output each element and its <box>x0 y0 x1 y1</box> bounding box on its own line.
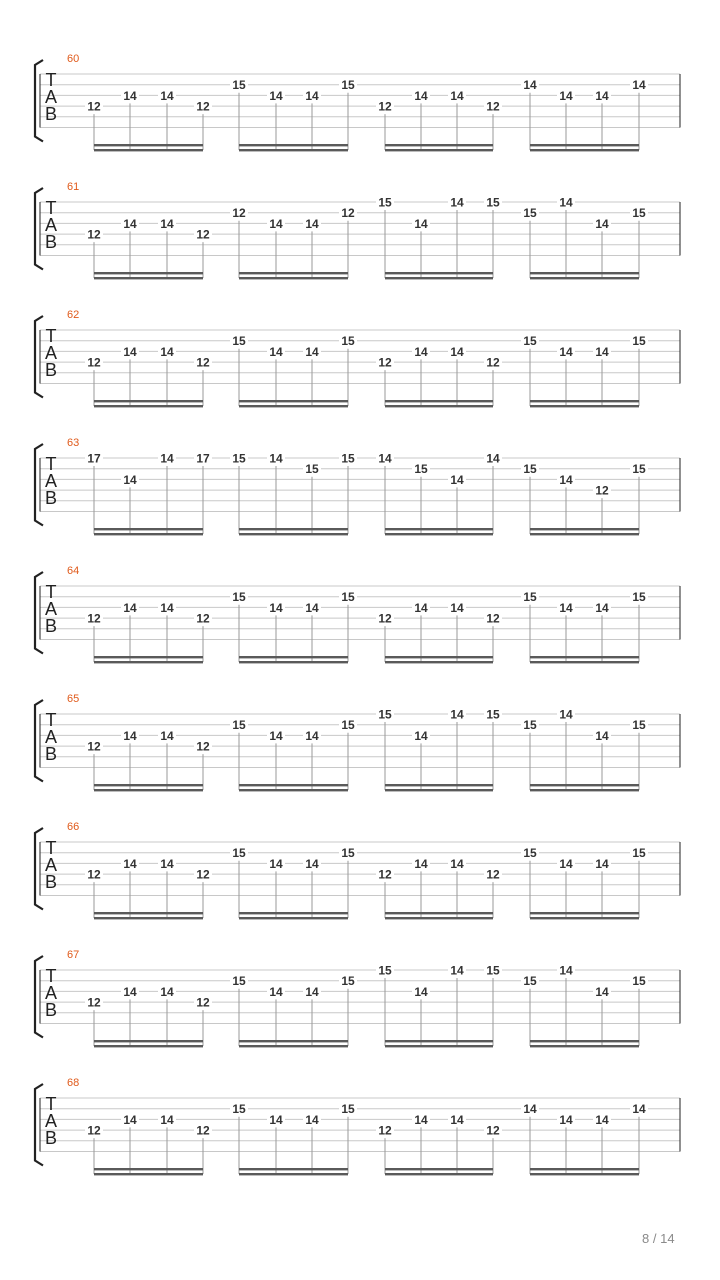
fret-number: 12 <box>378 867 392 882</box>
beam-primary <box>530 272 639 274</box>
fret-number: 14 <box>414 216 428 231</box>
fret-number: 12 <box>87 355 101 370</box>
fret-number: 14 <box>559 600 573 615</box>
fret-number: 14 <box>559 195 573 210</box>
beam-primary <box>94 912 203 914</box>
beam-primary <box>94 784 203 786</box>
tab-clef-letter: A <box>44 1111 58 1131</box>
fret-number: 14 <box>559 88 573 103</box>
beam-secondary <box>385 149 493 151</box>
beam-primary <box>530 912 639 914</box>
beam-primary <box>94 144 203 146</box>
fret-number: 14 <box>450 856 464 871</box>
beam-secondary <box>239 277 348 279</box>
fret-number: 14 <box>450 600 464 615</box>
beam-secondary <box>239 1173 348 1175</box>
fret-number: 14 <box>595 600 609 615</box>
system-bracket <box>35 60 43 142</box>
fret-number: 15 <box>523 718 537 733</box>
beam-primary <box>239 784 348 786</box>
fret-number: 15 <box>341 974 355 989</box>
fret-number: 12 <box>232 206 246 221</box>
fret-number: 17 <box>87 451 101 466</box>
measure-number: 67 <box>67 949 80 961</box>
tab-clef-letter: T <box>45 198 57 218</box>
fret-number: 15 <box>341 78 355 93</box>
fret-number: 14 <box>123 856 137 871</box>
beam-secondary <box>239 1045 348 1047</box>
beam-primary <box>530 656 639 658</box>
beam-secondary <box>239 661 348 663</box>
beam-primary <box>530 784 639 786</box>
fret-number: 14 <box>450 1112 464 1127</box>
fret-number: 14 <box>559 344 573 359</box>
beam-primary <box>94 1168 203 1170</box>
tab-clef-letter: A <box>44 727 58 747</box>
measure-number: 60 <box>67 53 80 65</box>
fret-number: 12 <box>378 1123 392 1138</box>
tab-clef-letter: B <box>44 1128 58 1148</box>
fret-number: 14 <box>559 472 573 487</box>
fret-number: 14 <box>450 963 464 978</box>
beam-secondary <box>94 789 203 791</box>
beam-secondary <box>385 533 493 535</box>
tab-clef-letter: T <box>45 838 57 858</box>
beam-primary <box>94 400 203 402</box>
system-bracket <box>35 316 43 398</box>
beam-secondary <box>385 789 493 791</box>
system-bracket <box>35 700 43 782</box>
beam-secondary <box>239 917 348 919</box>
fret-number: 12 <box>196 611 210 626</box>
fret-number: 14 <box>378 451 392 466</box>
beam-secondary <box>530 277 639 279</box>
system-bracket <box>35 188 43 270</box>
beam-secondary <box>530 533 639 535</box>
fret-number: 14 <box>450 88 464 103</box>
fret-number: 14 <box>414 344 428 359</box>
fret-number: 15 <box>341 846 355 861</box>
beam-primary <box>239 656 348 658</box>
tab-clef-letter: T <box>45 582 57 602</box>
fret-number: 14 <box>123 984 137 999</box>
beam-primary <box>385 1168 493 1170</box>
beam-primary <box>385 912 493 914</box>
fret-number: 15 <box>632 206 646 221</box>
fret-number: 12 <box>87 227 101 242</box>
fret-number: 14 <box>269 984 283 999</box>
fret-number: 14 <box>414 600 428 615</box>
fret-number: 14 <box>595 88 609 103</box>
beam-primary <box>530 1168 639 1170</box>
fret-number: 15 <box>632 590 646 605</box>
fret-number: 14 <box>559 963 573 978</box>
beam-secondary <box>94 405 203 407</box>
measure-number: 61 <box>67 181 80 193</box>
fret-number: 15 <box>523 334 537 349</box>
tab-clef-letter: T <box>45 966 57 986</box>
fret-number: 14 <box>305 856 319 871</box>
fret-number: 12 <box>87 611 101 626</box>
tab-clef-letter: A <box>44 87 58 107</box>
fret-number: 14 <box>450 707 464 722</box>
tab-clef-letter: B <box>44 232 58 252</box>
system-bracket <box>35 444 43 526</box>
fret-number: 15 <box>632 718 646 733</box>
fret-number: 15 <box>523 462 537 477</box>
fret-number: 15 <box>341 1102 355 1117</box>
beam-primary <box>239 400 348 402</box>
beam-secondary <box>530 149 639 151</box>
system-bracket <box>35 828 43 910</box>
fret-number: 15 <box>523 206 537 221</box>
fret-number: 14 <box>632 1102 646 1117</box>
fret-number: 14 <box>305 728 319 743</box>
fret-number: 14 <box>160 451 174 466</box>
fret-number: 14 <box>123 88 137 103</box>
fret-number: 12 <box>486 99 500 114</box>
fret-number: 14 <box>559 1112 573 1127</box>
beam-primary <box>239 272 348 274</box>
fret-number: 15 <box>341 718 355 733</box>
fret-number: 14 <box>123 600 137 615</box>
beam-primary <box>239 144 348 146</box>
fret-number: 14 <box>305 216 319 231</box>
fret-number: 14 <box>160 1112 174 1127</box>
measure-number: 68 <box>67 1077 80 1089</box>
fret-number: 14 <box>269 728 283 743</box>
tab-clef-letter: T <box>45 70 57 90</box>
fret-number: 12 <box>486 355 500 370</box>
fret-number: 15 <box>232 78 246 93</box>
beam-primary <box>385 400 493 402</box>
beam-primary <box>94 1040 203 1042</box>
fret-number: 14 <box>160 856 174 871</box>
fret-number: 15 <box>341 590 355 605</box>
beam-secondary <box>94 277 203 279</box>
fret-number: 14 <box>486 451 500 466</box>
page-total: 14 <box>660 1231 675 1246</box>
beam-secondary <box>385 1045 493 1047</box>
fret-number: 15 <box>523 846 537 861</box>
fret-number: 14 <box>595 856 609 871</box>
fret-number: 15 <box>486 963 500 978</box>
beam-secondary <box>530 661 639 663</box>
fret-number: 15 <box>414 462 428 477</box>
fret-number: 14 <box>595 216 609 231</box>
fret-number: 12 <box>196 1123 210 1138</box>
beam-secondary <box>530 789 639 791</box>
tab-clef-letter: B <box>44 872 58 892</box>
fret-number: 14 <box>595 728 609 743</box>
beam-primary <box>385 272 493 274</box>
beam-primary <box>385 1040 493 1042</box>
fret-number: 17 <box>196 451 210 466</box>
tab-clef-letter: T <box>45 1094 57 1114</box>
beam-secondary <box>385 277 493 279</box>
fret-number: 12 <box>378 355 392 370</box>
page-separator: / <box>652 1231 657 1246</box>
fret-number: 15 <box>523 590 537 605</box>
fret-number: 12 <box>196 739 210 754</box>
fret-number: 14 <box>595 984 609 999</box>
fret-number: 12 <box>196 995 210 1010</box>
fret-number: 14 <box>414 984 428 999</box>
fret-number: 15 <box>341 334 355 349</box>
beam-primary <box>239 528 348 530</box>
beam-secondary <box>94 149 203 151</box>
beam-primary <box>385 656 493 658</box>
fret-number: 12 <box>486 867 500 882</box>
tab-clef-letter: T <box>45 710 57 730</box>
tab-clef-letter: T <box>45 326 57 346</box>
tab-clef-letter: A <box>44 855 58 875</box>
fret-number: 14 <box>269 344 283 359</box>
beam-secondary <box>385 405 493 407</box>
fret-number: 12 <box>196 355 210 370</box>
page-indicator <box>642 1231 675 1246</box>
beam-primary <box>239 1168 348 1170</box>
fret-number: 14 <box>414 88 428 103</box>
fret-number: 12 <box>87 739 101 754</box>
fret-number: 14 <box>160 216 174 231</box>
beam-secondary <box>239 405 348 407</box>
beam-secondary <box>530 405 639 407</box>
tab-clef-letter: B <box>44 744 58 764</box>
fret-number: 14 <box>523 78 537 93</box>
beam-secondary <box>530 1173 639 1175</box>
tab-clef-letter: B <box>44 360 58 380</box>
beam-primary <box>94 656 203 658</box>
beam-primary <box>530 1040 639 1042</box>
fret-number: 15 <box>378 195 392 210</box>
beam-primary <box>94 272 203 274</box>
fret-number: 15 <box>232 451 246 466</box>
fret-number: 12 <box>341 206 355 221</box>
fret-number: 14 <box>160 344 174 359</box>
fret-number: 12 <box>196 227 210 242</box>
system-bracket <box>35 1084 43 1166</box>
tab-clef-letter: B <box>44 488 58 508</box>
fret-number: 15 <box>305 462 319 477</box>
beam-primary <box>530 400 639 402</box>
fret-number: 14 <box>305 984 319 999</box>
fret-number: 15 <box>232 334 246 349</box>
measure-number: 62 <box>67 309 80 321</box>
fret-number: 12 <box>378 99 392 114</box>
fret-number: 15 <box>232 1102 246 1117</box>
fret-number: 12 <box>87 995 101 1010</box>
fret-number: 15 <box>632 974 646 989</box>
beam-secondary <box>94 1173 203 1175</box>
measure-number: 64 <box>67 565 80 577</box>
fret-number: 15 <box>486 195 500 210</box>
fret-number: 15 <box>632 334 646 349</box>
beam-secondary <box>94 533 203 535</box>
fret-number: 12 <box>196 867 210 882</box>
system-bracket <box>35 572 43 654</box>
beam-secondary <box>239 533 348 535</box>
fret-number: 15 <box>232 590 246 605</box>
fret-number: 14 <box>559 707 573 722</box>
fret-number: 14 <box>269 600 283 615</box>
system-bracket <box>35 956 43 1038</box>
beam-secondary <box>530 917 639 919</box>
fret-number: 15 <box>378 963 392 978</box>
fret-number: 14 <box>305 88 319 103</box>
beam-secondary <box>94 917 203 919</box>
fret-number: 15 <box>632 462 646 477</box>
fret-number: 15 <box>523 974 537 989</box>
fret-number: 14 <box>414 1112 428 1127</box>
beam-primary <box>385 784 493 786</box>
fret-number: 14 <box>595 344 609 359</box>
fret-number: 15 <box>486 707 500 722</box>
fret-number: 14 <box>160 728 174 743</box>
fret-number: 15 <box>632 846 646 861</box>
fret-number: 12 <box>595 483 609 498</box>
fret-number: 12 <box>196 99 210 114</box>
fret-number: 14 <box>269 216 283 231</box>
beam-secondary <box>530 1045 639 1047</box>
measure-number: 66 <box>67 821 80 833</box>
fret-number: 12 <box>486 1123 500 1138</box>
beam-primary <box>239 1040 348 1042</box>
fret-number: 14 <box>450 195 464 210</box>
fret-number: 14 <box>123 344 137 359</box>
fret-number: 14 <box>450 344 464 359</box>
tab-clef-letter: A <box>44 215 58 235</box>
measure-number: 65 <box>67 693 80 705</box>
fret-number: 14 <box>123 1112 137 1127</box>
tab-clef-letter: A <box>44 599 58 619</box>
fret-number: 14 <box>305 1112 319 1127</box>
fret-number: 14 <box>414 728 428 743</box>
beam-secondary <box>385 661 493 663</box>
fret-number: 14 <box>305 600 319 615</box>
beam-primary <box>385 528 493 530</box>
fret-number: 14 <box>305 344 319 359</box>
fret-number: 14 <box>269 1112 283 1127</box>
fret-number: 12 <box>378 611 392 626</box>
fret-number: 14 <box>160 88 174 103</box>
tab-clef-letter: B <box>44 1000 58 1020</box>
beam-primary <box>530 528 639 530</box>
fret-number: 14 <box>450 472 464 487</box>
beam-secondary <box>94 661 203 663</box>
fret-number: 12 <box>87 867 101 882</box>
fret-number: 14 <box>269 856 283 871</box>
fret-number: 14 <box>160 984 174 999</box>
fret-number: 14 <box>595 1112 609 1127</box>
fret-number: 14 <box>269 88 283 103</box>
fret-number: 15 <box>232 974 246 989</box>
fret-number: 15 <box>378 707 392 722</box>
beam-secondary <box>385 917 493 919</box>
fret-number: 14 <box>269 451 283 466</box>
tab-clef-letter: B <box>44 104 58 124</box>
beam-primary <box>530 144 639 146</box>
beam-primary <box>239 912 348 914</box>
tab-clef-letter: T <box>45 454 57 474</box>
fret-number: 14 <box>414 856 428 871</box>
fret-number: 12 <box>87 1123 101 1138</box>
fret-number: 12 <box>87 99 101 114</box>
fret-number: 14 <box>559 856 573 871</box>
fret-number: 12 <box>486 611 500 626</box>
page-current: 8 <box>642 1231 650 1246</box>
fret-number: 15 <box>232 718 246 733</box>
fret-number: 14 <box>123 728 137 743</box>
fret-number: 15 <box>341 451 355 466</box>
beam-secondary <box>385 1173 493 1175</box>
tab-clef-letter: A <box>44 983 58 1003</box>
beam-primary <box>94 528 203 530</box>
tab-clef-letter: B <box>44 616 58 636</box>
beam-secondary <box>239 789 348 791</box>
fret-number: 14 <box>123 472 137 487</box>
fret-number: 14 <box>632 78 646 93</box>
fret-number: 14 <box>160 600 174 615</box>
beam-secondary <box>239 149 348 151</box>
beam-primary <box>385 144 493 146</box>
fret-number: 14 <box>123 216 137 231</box>
fret-number: 14 <box>523 1102 537 1117</box>
fret-number: 15 <box>232 846 246 861</box>
beam-secondary <box>94 1045 203 1047</box>
measure-number: 63 <box>67 437 80 449</box>
tab-clef-letter: A <box>44 343 58 363</box>
tab-clef-letter: A <box>44 471 58 491</box>
